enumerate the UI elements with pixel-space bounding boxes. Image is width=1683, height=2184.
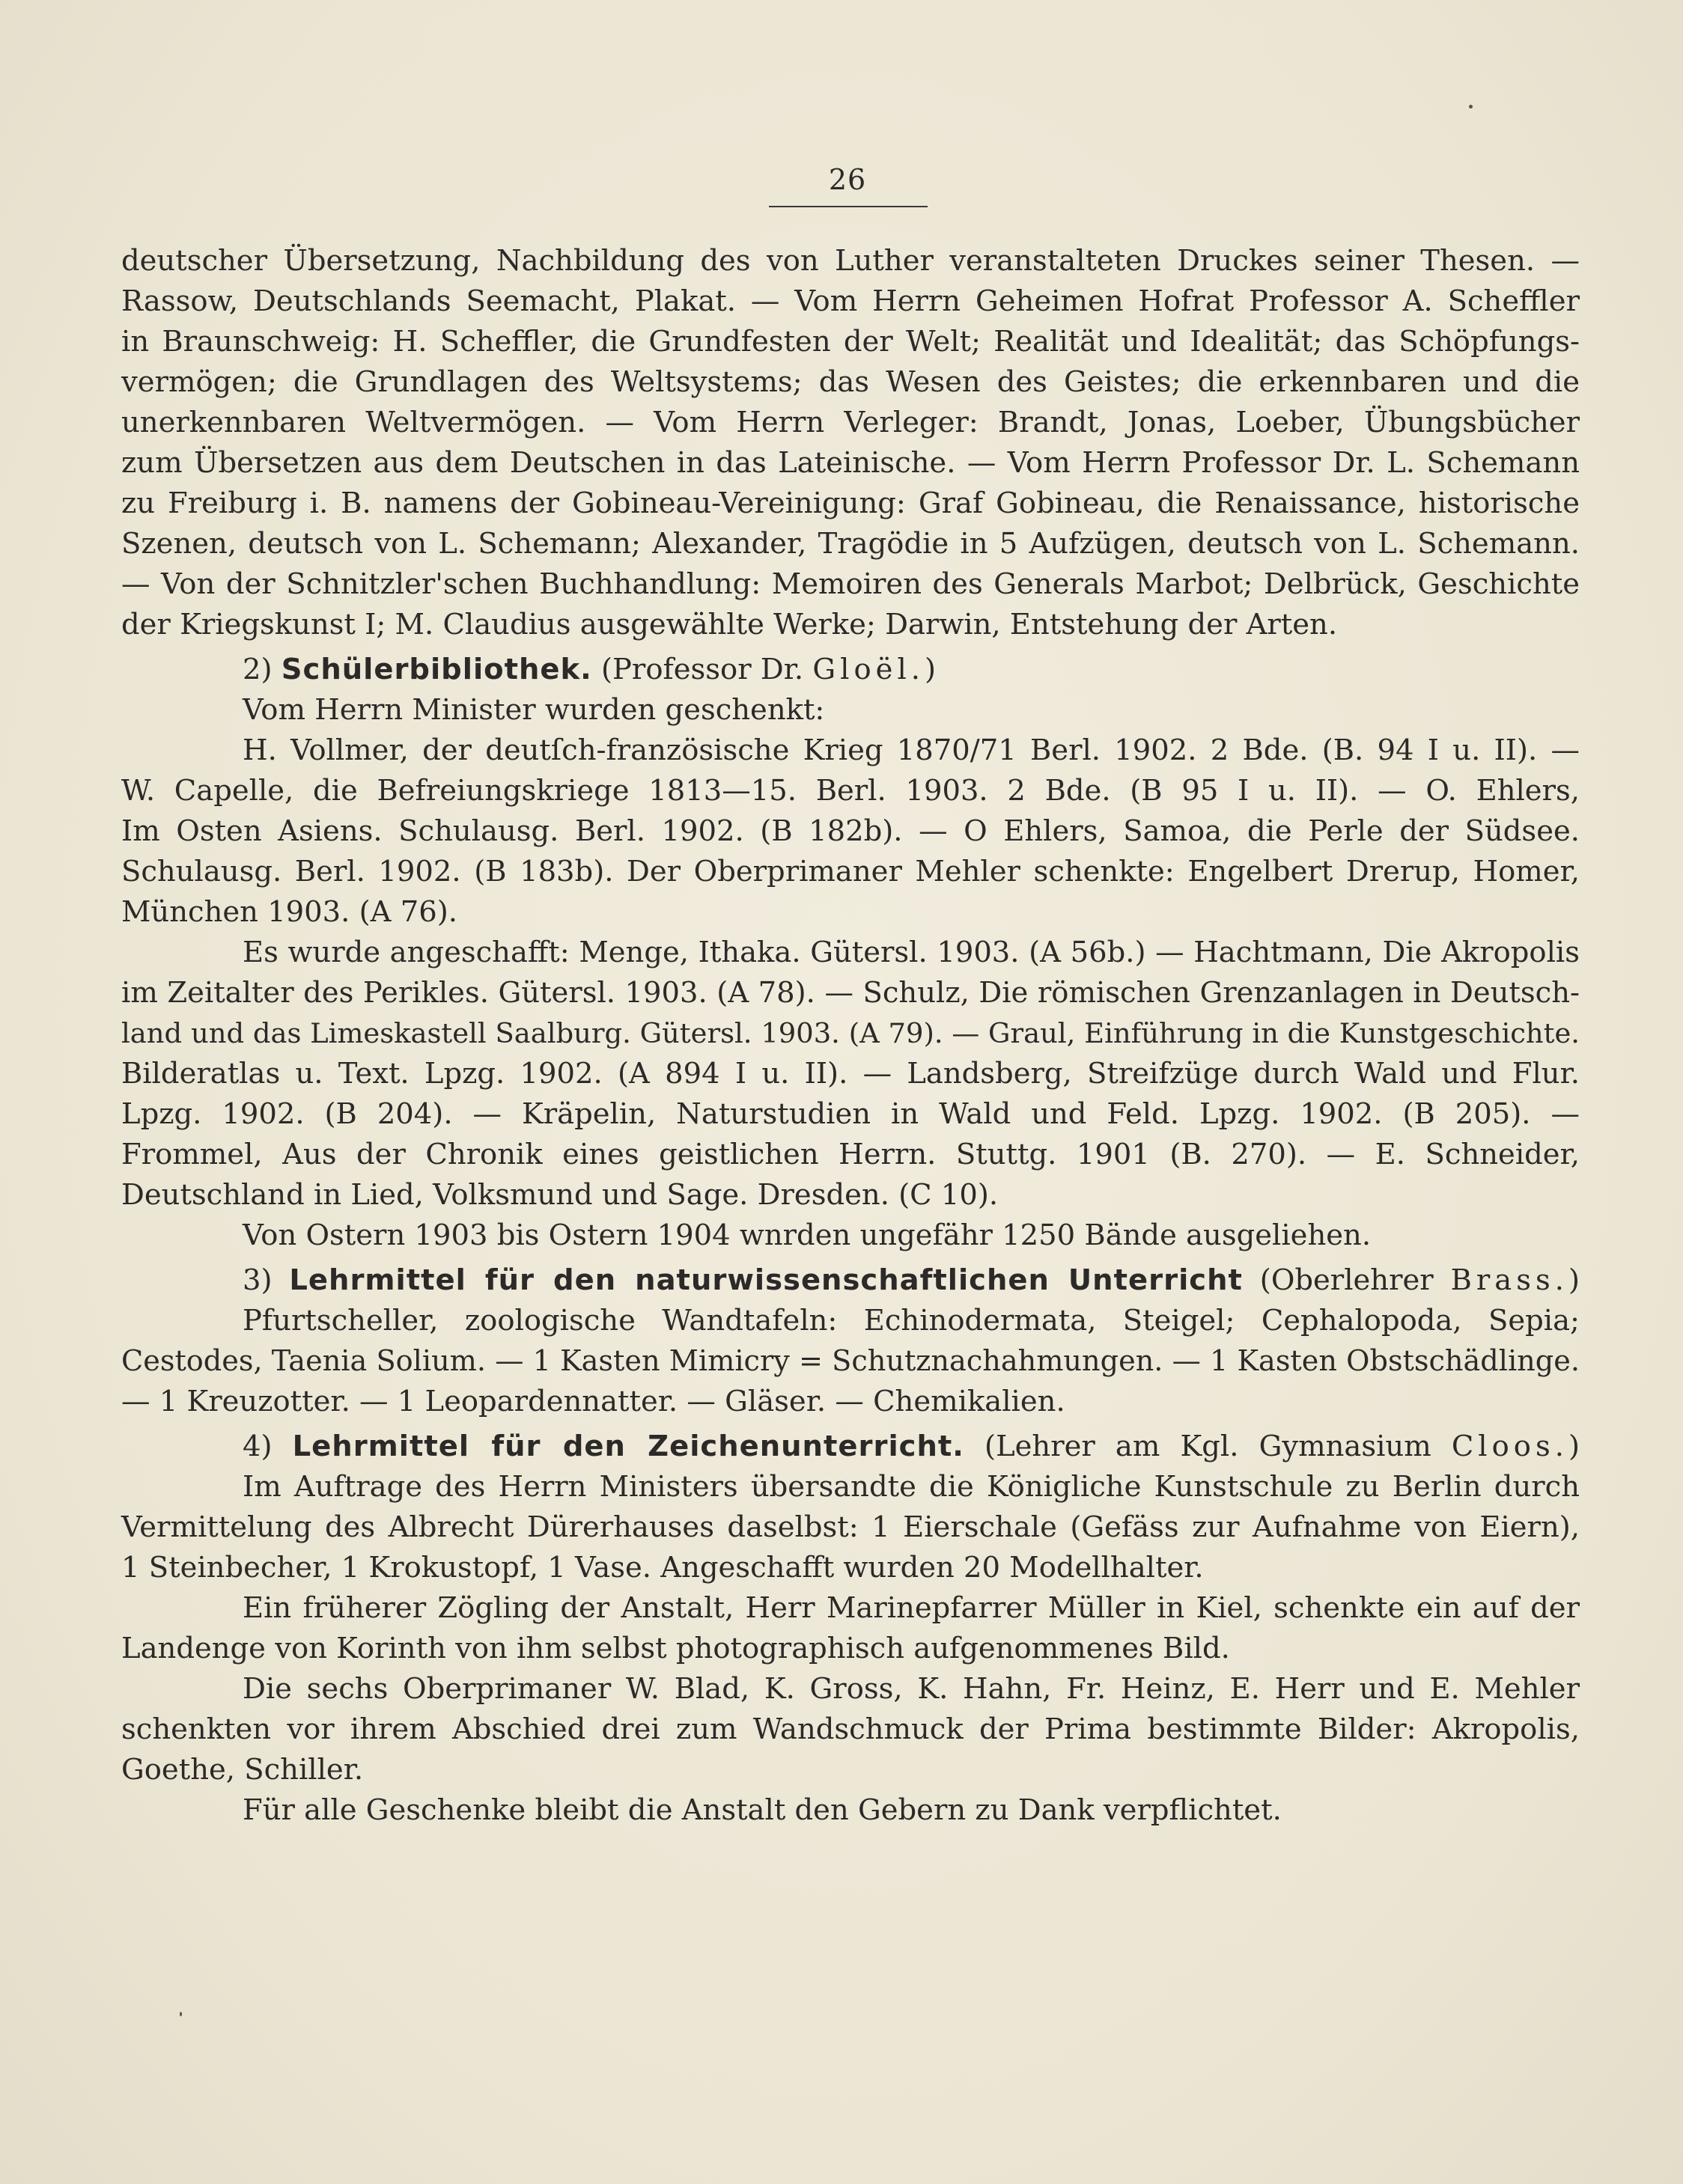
section-close-paren: ): [925, 653, 937, 686]
section-responsible-name: Cloos.: [1451, 1430, 1568, 1463]
section-responsible-prefix: (Lehrer am Kgl. Gymnasium: [984, 1430, 1431, 1463]
section-heading-lehrmittel-zeichenunterricht: [121, 1427, 1580, 1467]
section-close-paren: ): [1568, 1263, 1580, 1297]
page-number-underline: [769, 206, 928, 207]
text-line: Schulausg. Berl. 1902. (B 183b). Der Oberprimaner Mehler schenkte: Engelbert Drerup, Homer,: [121, 855, 1580, 888]
text-line: — 1 Kreuzotter. — 1 Leopardennatter. — Gläser. — Chemikalien.: [121, 1385, 1065, 1418]
text-line: im Zeitalter des Perikles. Gütersl. 1903. (A 78). — Schulz, Die römischen Grenzanlagen in Deutsch-: [121, 976, 1580, 1010]
text-line: Landenge von Korinth von ihm selbst photographisch aufgenommenes Bild.: [121, 1632, 1230, 1665]
section-responsible-name: Gloël.: [812, 653, 925, 686]
text-line: Die sechs Oberprimaner W. Blad, K. Gross, K. Hahn, Fr. Heinz, E. Herr und E. Mehler: [243, 1672, 1580, 1706]
text-line: unerkennbaren Weltvermögen. — Vom Herrn Verleger: Brandt, Jonas, Loeber, Übungsbücher: [121, 406, 1580, 439]
text-line: der Kriegskunst I; M. Claudius ausgewählte Werke; Darwin, Entstehung der Arten.: [121, 608, 1338, 641]
section-number: 2): [243, 653, 273, 686]
text-line: Im Osten Asiens. Schulausg. Berl. 1902. (B 182b). — O Ehlers, Samoa, die Perle der Südsee.: [121, 814, 1580, 848]
section-responsible-prefix: (Professor Dr.: [601, 653, 804, 686]
text-line: zum Übersetzen aus dem Deutschen in das Lateinische. — Vom Herrn Professor Dr. L. Schemann: [121, 446, 1580, 480]
text-line: Deutschland in Lied, Volksmund und Sage. Dresden. (C 10).: [121, 1178, 999, 1212]
ink-speck: [1469, 105, 1473, 109]
section-heading-lehrmittel-naturwissenschaft: [121, 1260, 1580, 1301]
text-line: Lpzg. 1902. (B 204). — Kräpelin, Naturstudien in Wald und Feld. Lpzg. 1902. (B 205). —: [121, 1097, 1580, 1131]
text-line: Goethe, Schiller.: [121, 1753, 364, 1787]
ink-speck: [180, 2012, 182, 2016]
text-line: schenkten vor ihrem Abschied drei zum Wandschmuck der Prima bestimmte Bilder: Akropolis,: [121, 1712, 1580, 1746]
text-line: Pfurtscheller, zoologische Wandtafeln: Echinodermata, Steigel; Cephalopoda, Sepia;: [243, 1304, 1580, 1337]
text-line: Vermittelung des Albrecht Dürerhauses daselbst: 1 Eierschale (Gefäss zur Aufnahme von Eiern),: [121, 1510, 1580, 1544]
text-line: Bilderatlas u. Text. Lpzg. 1902. (A 894 I u. II). — Landsberg, Streifzüge durch Wald und Flur.: [121, 1057, 1580, 1091]
text-line: München 1903. (A 76).: [121, 895, 457, 929]
section-heading-schuelerbibliothek: [121, 650, 1580, 690]
text-line: in Braunschweig: H. Scheffler, die Grundfesten der Welt; Realität und Idealität; das Schöpfungs-: [121, 325, 1580, 359]
text-line: Vom Herrn Minister wurden geschenkt:: [243, 693, 825, 727]
text-line: Frommel, Aus der Chronik eines geistlichen Herrn. Stuttg. 1901 (B. 270). — E. Schneider,: [121, 1138, 1580, 1171]
text-line: Im Auftrage des Herrn Ministers übersandte die Königliche Kunstschule zu Berlin durch: [243, 1470, 1580, 1504]
section-responsible-prefix: (Oberlehrer: [1259, 1263, 1434, 1297]
text-line: Rassow, Deutschlands Seemacht, Plakat. — Vom Herrn Geheimen Hofrat Professor A. Scheffler: [121, 284, 1580, 318]
text-line: Ein früherer Zögling der Anstalt, Herr Marinepfarrer Müller in Kiel, schenkte ein auf der: [243, 1591, 1580, 1625]
text-line: Von Ostern 1903 bis Ostern 1904 wnrden ungefähr 1250 Bände ausgeliehen.: [243, 1218, 1372, 1252]
text-line: vermögen; die Grundlagen des Weltsystems; das Wesen des Geistes; die erkennbaren und die: [121, 365, 1580, 399]
text-line: W. Capelle, die Befreiungskriege 1813—15. Berl. 1903. 2 Bde. (B 95 I u. II). — O. Ehlers,: [121, 774, 1580, 808]
text-line: Cestodes, Taenia Solium. — 1 Kasten Mimicry = Schutznachahmungen. — 1 Kasten Obstschädlinge.: [121, 1345, 1580, 1378]
body-text: [121, 241, 1580, 1831]
text-line: — Von der Schnitzler'schen Buchhandlung: Memoiren des Generals Marbot; Delbrück, Geschichte: [121, 567, 1580, 601]
section-title: Schülerbibliothek.: [281, 653, 592, 686]
section-number: 4): [243, 1430, 273, 1463]
section-title: Lehrmittel für den naturwissenschaftlichen Unterricht: [289, 1263, 1243, 1297]
text-line: 1 Steinbecher, 1 Krokustopf, 1 Vase. Angeschafft wurden 20 Modellhalter.: [121, 1551, 1204, 1584]
text-line: Für alle Geschenke bleibt die Anstalt den Gebern zu Dank verpflichtet.: [243, 1793, 1282, 1827]
page-number: 26: [828, 163, 867, 196]
section-close-paren: ): [1568, 1430, 1580, 1463]
text-line: Szenen, deutsch von L. Schemann; Alexander, Tragödie in 5 Aufzügen, deutsch von L. Schemann.: [121, 527, 1580, 561]
section-responsible-name: Brass.: [1450, 1263, 1568, 1297]
section-title: Lehrmittel für den Zeichenunterricht.: [292, 1430, 964, 1463]
text-line: deutscher Übersetzung, Nachbildung des von Luther veranstalteten Druckes seiner Thesen. —: [121, 244, 1580, 278]
text-line: Es wurde angeschafft: Menge, Ithaka. Gütersl. 1903. (A 56b.) — Hachtmann, Die Akropolis: [243, 936, 1580, 969]
text-line: H. Vollmer, der deutſch-französische Krieg 1870/71 Berl. 1902. 2 Bde. (B. 94 I u. II). —: [243, 733, 1580, 767]
text-line: zu Freiburg i. B. namens der Gobineau-Vereinigung: Graf Gobineau, die Renaissance, historische: [121, 486, 1580, 520]
section-number: 3): [243, 1263, 273, 1297]
text-line: land und das Limeskastell Saalburg. Gütersl. 1903. (A 79). — Graul, Einführung in die Kunstgeschichte.: [121, 1017, 1580, 1049]
